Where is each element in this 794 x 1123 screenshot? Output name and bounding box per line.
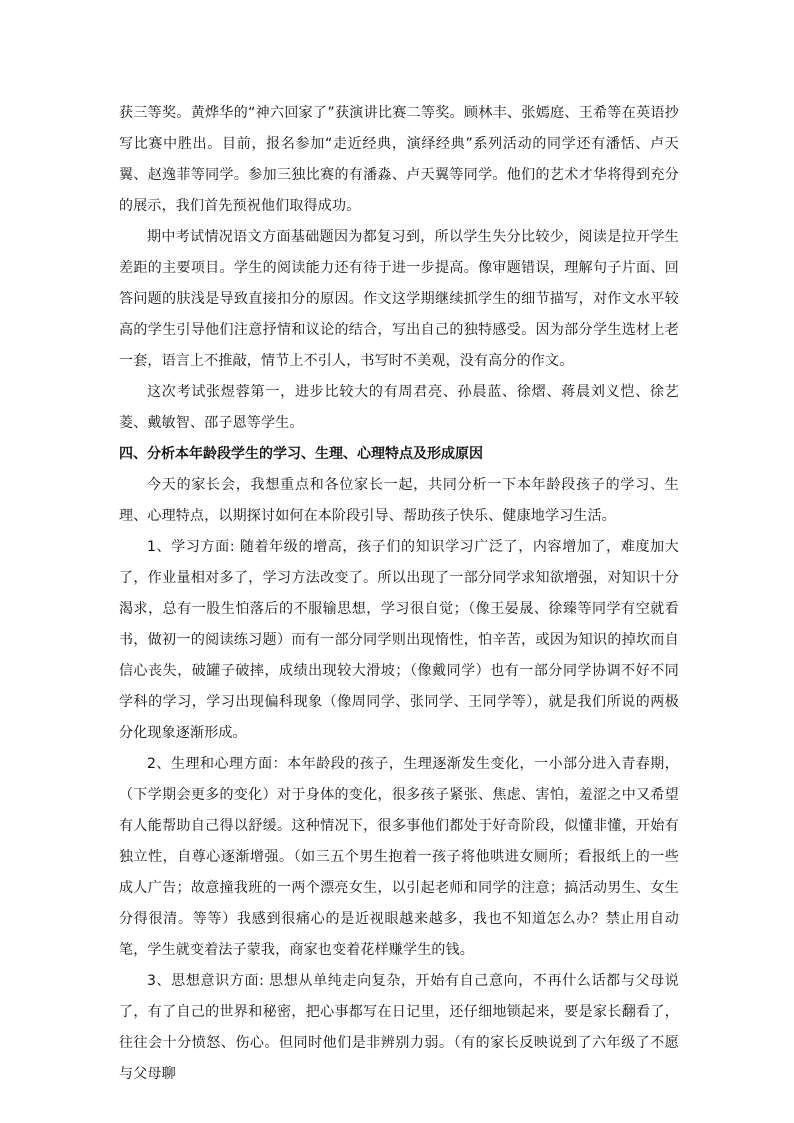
paragraph-exam-ranking: 这次考试张煜蓉第一，进步比较大的有周君亮、孙晨蓝、徐熠、蒋晨刘义恺、徐艺菱、戴敏智、邵子恩等学生。 <box>119 384 679 431</box>
paragraph-midterm-chinese: 期中考试情况语文方面基础题因为都复习到，所以学生失分比较少，阅读是拉开学生差距的主要项目。学生的阅读能力还有待于进一步提高。像审题错误，理解句子片面、回答问题的肤浅是导致直接扣分的原因。作文这学期继续抓学生的细节描写，对作文水平较高的学生引导他们注意抒情和议论的结合，写出自己的独特感受。因为部分学生选材上老一套，语言上不推敲，情节上不引人，书写时不美观，没有高分的作文。 <box>119 229 679 369</box>
paragraph-awards: 获三等奖。黄烨华的“神六回家了”获演讲比赛二等奖。顾林丰、张嫣庭、王希等在英语抄写比赛中胜出。目前，报名参加“走近经典，演绎经典”系列活动的同学还有潘恬、卢天翼、赵逸菲等同学。参加三独比赛的有潘淼、卢天翼等同学。他们的艺术才华将得到充分的展示，我们首先预祝他们取得成功。 <box>119 105 679 214</box>
paragraph-physio-psych-aspect: 2、生理和心理方面：本年龄段的孩子，生理逐渐发生变化，一小部分进入青春期，（下学期会更多的变化）对于身体的变化，很多孩子紧张、焦虑、害怕，羞涩之中又希望有人能帮助自己得以舒缓。这种情况下，很多事他们都处于好奇阶段，似懂非懂，开始有独立性，自尊心逐渐增强。（如三五个男生抱着一孩子将他哄进女厕所；看报纸上的一些成人广告；故意撞我班的一两个漂亮女生，以引起老师和同学的注意；搞活动男生、女生分得很清。等等）我感到很痛心的是近视眼越来越多，我也不知道怎么办？禁止用自动笔，学生就变着法子蒙我，商家也变着花样赚学生的钱。 <box>119 756 679 958</box>
paragraph-intro: 今天的家长会，我想重点和各位家长一起，共同分析一下本年龄段孩子的学习、生理、心理特点，以期探讨如何在本阶段引导、帮助孩子快乐、健康地学习生活。 <box>119 477 679 524</box>
section-heading-4: 四、分析本年龄段学生的学习、生理、心理特点及形成原因 <box>119 446 483 462</box>
paragraph-thinking-aspect: 3、思想意识方面: 思想从单纯走向复杂，开始有自己意向，不再什么话都与父母说了，有了自己的世界和秘密，把心事都写在日记里，还仔细地锁起来，要是家长翻看了，往往会十分愤怒、伤心。但同时他们是非辨别力弱。（有的家长反映说到了六年级了不愿与父母聊 <box>119 973 679 1082</box>
document-body <box>119 98 679 1090</box>
paragraph-study-aspect: 1、学习方面: 随着年级的增高，孩子们的知识学习广泛了，内容增加了，难度加大了，作业量相对多了，学习方法改变了。所以出现了一部分同学求知欲增强，对知识十分渴求，总有一股生怕落后的不服输思想，学习很自觉；（像王晏晟、徐臻等同学有空就看书，做初一的阅读练习题）而有一部分同学则出现惰性，怕辛苦，或因为知识的掉坎而自信心丧失，破罐子破摔，成绩出现较大滑坡；（像戴同学）也有一部分同学协调不好不同学科的学习，学习出现偏科现象（像周同学、张同学、王同学等），就是我们所说的两极分化现象逐渐形成。 <box>119 539 679 741</box>
